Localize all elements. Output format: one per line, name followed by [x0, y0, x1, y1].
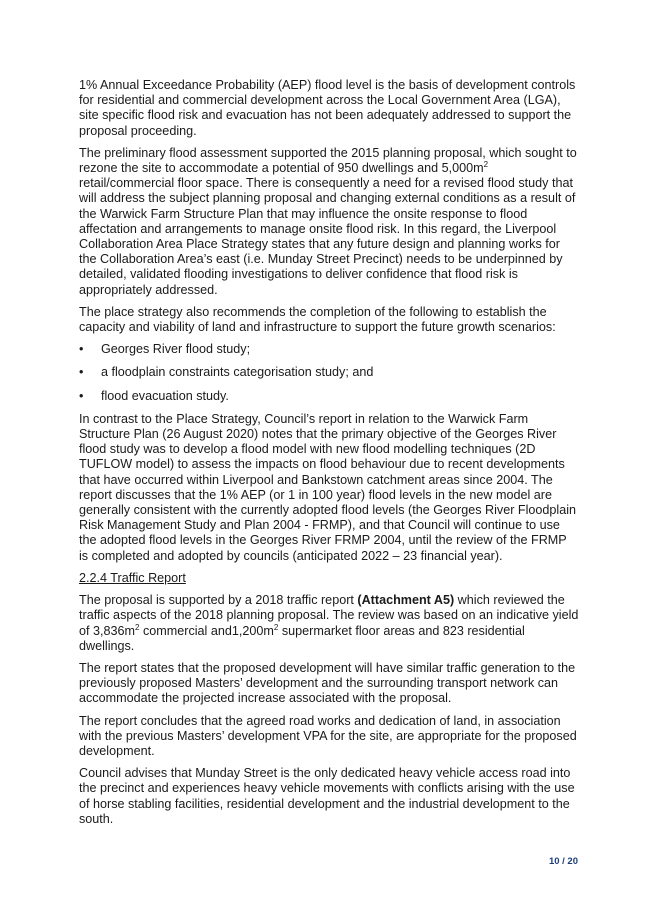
text-segment: The proposal is supported by a 2018 traffic report [79, 593, 358, 608]
paragraph-munday-street: Council advises that Munday Street is the only dedicated heavy vehicle access road into the precinct and experiences heavy vehicle movements with conflicts arising with the use of horse stabling facilities, residential development and the industrial development to the south. [79, 766, 575, 826]
list-item-text: a floodplain constraints categorisation study; and [101, 365, 374, 380]
list-item [79, 365, 579, 380]
paragraph-preliminary-flood [79, 146, 579, 298]
bullet-icon: • [79, 342, 84, 357]
document-body [79, 78, 579, 834]
paragraph-flood-aep: 1% Annual Exceedance Probability (AEP) flood level is the basis of development controls for residential and commercial development across the Local Government Area (LGA), site specific flood risk and evacuation has not been adequately addressed to support the proposal proceeding. [79, 78, 576, 138]
page-number: 10 / 20 [548, 856, 578, 867]
superscript: 2 [273, 622, 279, 632]
text-segment: commercial and1,200m [139, 623, 274, 638]
bullet-list [79, 342, 579, 404]
superscript: 2 [483, 159, 489, 169]
list-item-text: Georges River flood study; [101, 342, 251, 357]
paragraph-traffic-support [79, 593, 579, 654]
text-segment: retail/commercial floor space. There is consequently a need for a revised flood study that will address the subject planning proposal and changing external conditions as a result of the Warwick Farm Structure Plan that may influence the onsite response to flood affectation and arrangements to manage onsite flood risk. In this regard, the Liverpool Collaboration Area Place Strategy states that any future design and planning works for the Collaboration Area’s east (i.e. Munday Street Precinct) needs to be underpinned by detailed, validated flooding investigations to deliver confidence that flood risk is appropriately addressed. [79, 176, 576, 297]
paragraph-contrast: In contrast to the Place Strategy, Council’s report in relation to the Warwick Farm Structure Plan (26 August 2020) notes that the primary objective of the Georges River flood study was to develop a flood model with new flood modelling techniques (2D TUFLOW model) to assess the impacts on flood behaviour due to recent developments that have occurred within Liverpool and Bankstown catchment areas since 2004. The report discusses that the 1% AEP (or 1 in 100 year) flood levels in the new model are generally consistent with the currently adopted flood levels (the Georges River Floodplain Risk Management Study and Plan 2004 - FRMP), and that Council will continue to use the adopted flood levels in the Georges River FRMP 2004, until the review of the FRMP is completed and adopted by councils (anticipated 2022 – 23 financial year). [79, 411, 577, 563]
list-item [79, 342, 579, 357]
list-item [79, 389, 579, 404]
paragraph-place-strategy: The place strategy also recommends the completion of the following to establish the capacity and viability of land and infrastructure to support the future growth scenarios: [79, 304, 556, 335]
paragraph-traffic-conclusion: The report concludes that the agreed road works and dedication of land, in association with the previous Masters’ development VPA for the site, are appropriate for the proposed development. [79, 713, 577, 758]
superscript: 2 [135, 622, 140, 632]
paragraph-traffic-generation: The report states that the proposed development will have similar traffic generation to the previously proposed Masters’ development and the surrounding transport network can accommodate the projected increase associated with the proposal. [79, 660, 576, 706]
section-heading-traffic-report: 2.2.4 Traffic Report [79, 570, 186, 585]
attachment-reference: (Attachment A5) [357, 593, 455, 608]
text-segment: which reviewed the traffic aspects of the 2018 planning proposal. The review was based on an indicative yield of 3,836m [79, 593, 579, 638]
list-item-text: flood evacuation study. [101, 388, 229, 403]
text-segment: The preliminary flood assessment supported the 2015 planning proposal, which sought to rezone the site to accommodate a potential of 950 dwellings and 5,000m [79, 145, 577, 176]
bullet-icon: • [79, 388, 84, 403]
text-segment: supermarket floor areas and 823 residential dwellings. [79, 623, 525, 653]
bullet-icon: • [79, 365, 84, 380]
